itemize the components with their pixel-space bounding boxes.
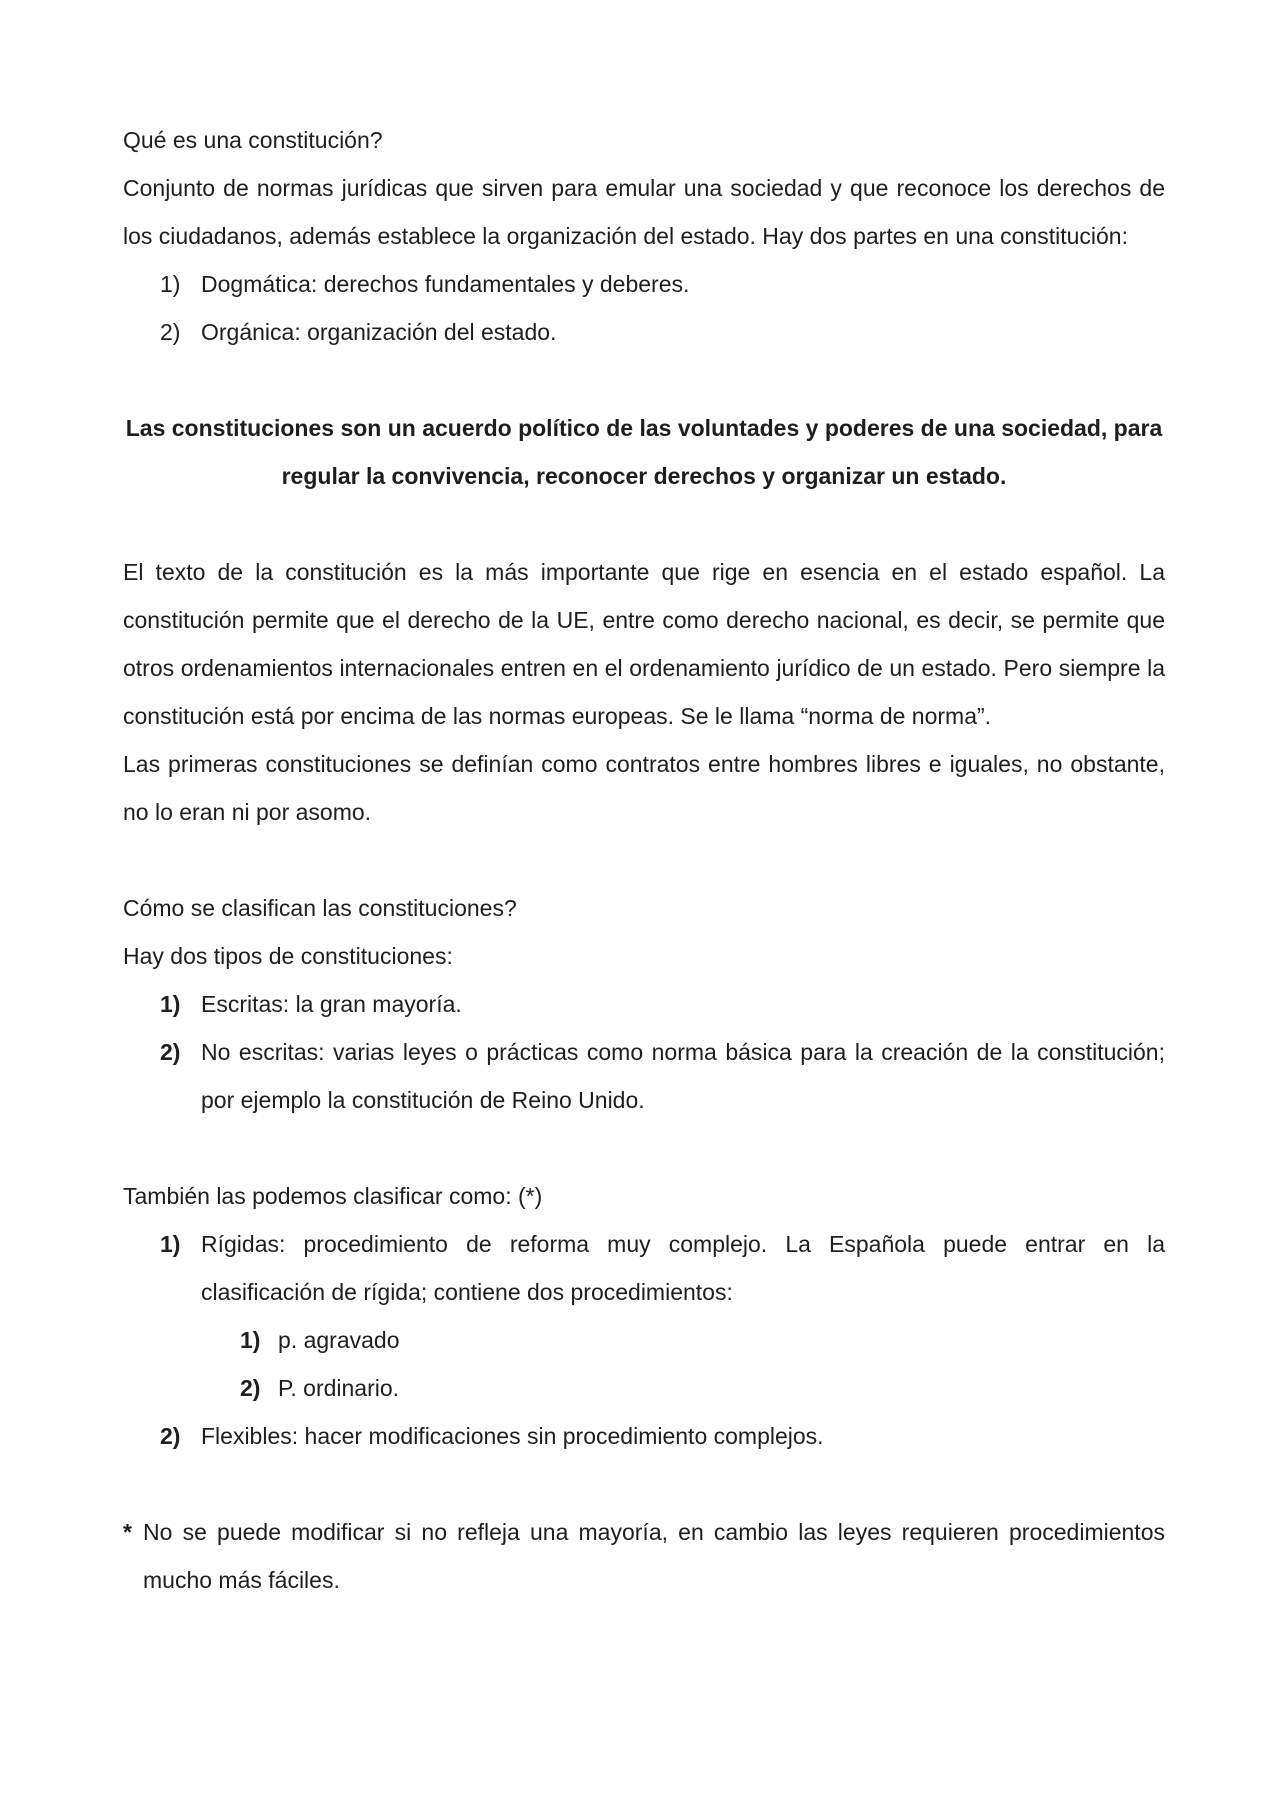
footnote: [123, 1508, 1165, 1604]
list-number: 1): [160, 271, 181, 297]
spacer: [123, 1460, 1165, 1508]
spacer: [123, 1124, 1165, 1172]
list-number: 2): [240, 1375, 261, 1401]
types-list: [123, 980, 1165, 1124]
list-item: [123, 260, 1165, 308]
list-item: [123, 1364, 1165, 1412]
list-item: [123, 1316, 1165, 1364]
rigidity-list: [123, 1220, 1165, 1316]
list-number: 1): [160, 991, 181, 1017]
list-item-text: P. ordinario.: [278, 1375, 400, 1401]
list-number: 1): [160, 1231, 181, 1257]
list-item-text: Dogmática: derechos fundamentales y deberes.: [201, 271, 690, 297]
parts-list: [123, 260, 1165, 356]
list-item-text: Rígidas: procedimiento de reforma muy complejo. La Española puede entrar en la clasificación de rígida; contiene dos procedimientos:: [201, 1231, 1165, 1305]
list-item-text: Escritas: la gran mayoría.: [201, 991, 462, 1017]
list-item: [123, 1028, 1165, 1124]
list-number: 1): [240, 1327, 261, 1353]
spacer: [123, 836, 1165, 884]
list-item-text: p. agravado: [278, 1327, 400, 1353]
highlight-statement: Las constituciones son un acuerdo político de las voluntades y poderes de una sociedad, para regular la convivencia, reconocer derechos y organizar un estado.: [125, 415, 1163, 489]
classification-intro: También las podemos clasificar como: (*): [123, 1183, 543, 1209]
list-item: [123, 308, 1165, 356]
list-number: 2): [160, 319, 181, 345]
spacer: [123, 500, 1165, 548]
first-constitutions-paragraph: Las primeras constituciones se definían como contratos entre hombres libres e iguales, no obstante, no lo eran ni por asomo.: [123, 751, 1165, 825]
footnote-marker: *: [123, 1519, 132, 1545]
list-item: [123, 1220, 1165, 1316]
document-body: [123, 116, 1165, 1604]
question-what-is-constitution: Qué es una constitución?: [123, 127, 383, 153]
list-item: [123, 980, 1165, 1028]
list-number: 2): [160, 1423, 181, 1449]
question-classification: Cómo se clasifican las constituciones?: [123, 895, 517, 921]
list-item: [123, 1412, 1165, 1460]
list-item-text: Flexibles: hacer modificaciones sin procedimiento complejos.: [201, 1423, 824, 1449]
footnote-text: No se puede modificar si no refleja una mayoría, en cambio las leyes requieren procedimientos mucho más fáciles.: [143, 1519, 1165, 1593]
definition-paragraph: Conjunto de normas jurídicas que sirven para emular una sociedad y que reconoce los derechos de los ciudadanos, además establece la organización del estado. Hay dos partes en una constitución:: [123, 175, 1165, 249]
list-item-text: Orgánica: organización del estado.: [201, 319, 557, 345]
constitution-text-paragraph: El texto de la constitución es la más importante que rige en esencia en el estado español. La constitución permite que el derecho de la UE, entre como derecho nacional, es decir, se permite que otros ordenamientos internacionales entren en el ordenamiento jurídico de un estado. Pero siempre la constitución está por encima de las normas europeas. Se le llama “norma de norma”.: [123, 559, 1165, 729]
types-intro: Hay dos tipos de constituciones:: [123, 943, 453, 969]
list-item-text: No escritas: varias leyes o prácticas como norma básica para la creación de la constitución; por ejemplo la constitución de Reino Unido.: [201, 1039, 1165, 1113]
flexible-list: [123, 1412, 1165, 1460]
list-number: 2): [160, 1039, 181, 1065]
procedures-list: [123, 1316, 1165, 1412]
